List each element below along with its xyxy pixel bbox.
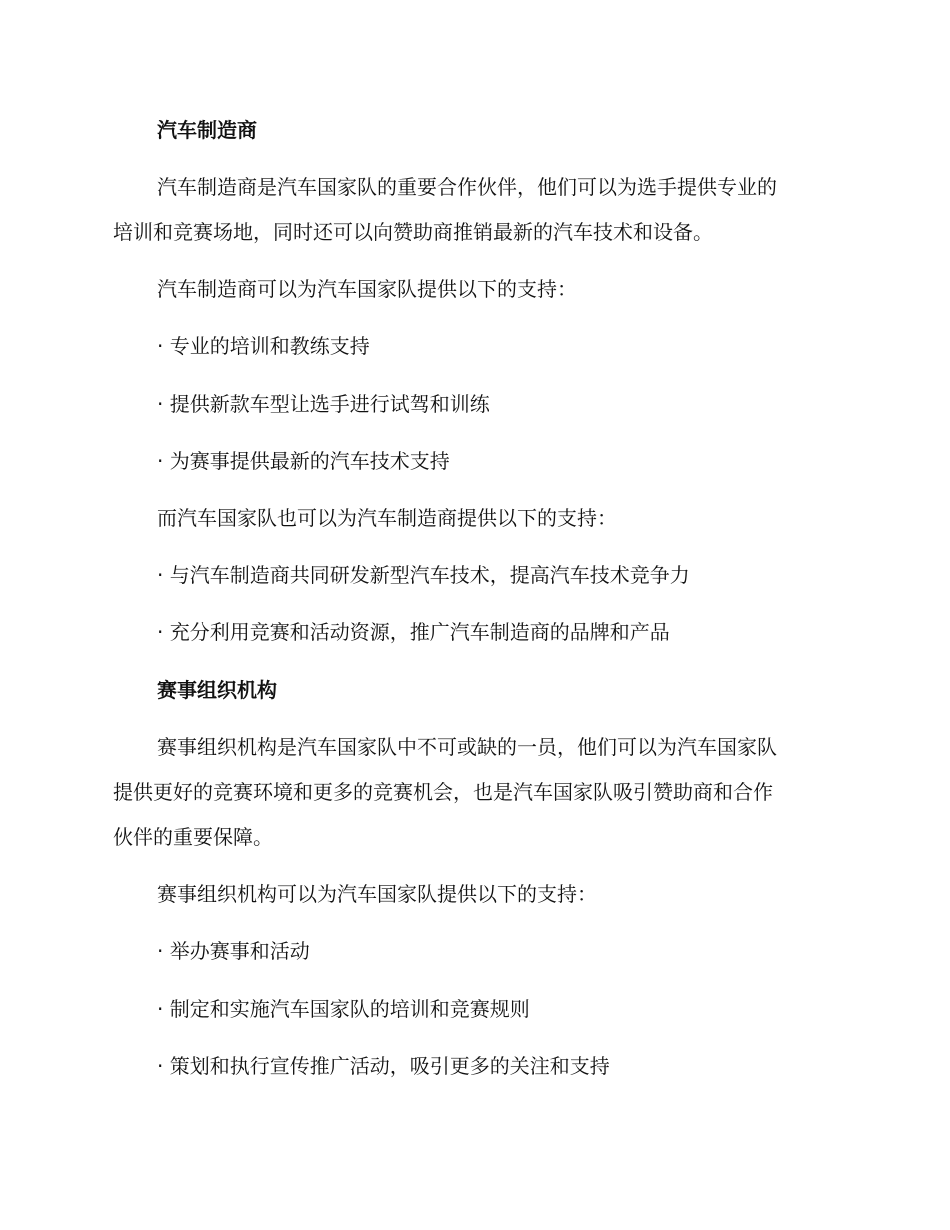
bullet-marker: · (157, 392, 164, 416)
list-item (157, 620, 670, 644)
list-item (157, 939, 310, 963)
bullet-marker: · (157, 1054, 164, 1078)
section-heading-event-organizer: 赛事组织机构 (157, 678, 277, 702)
list-item (157, 449, 450, 473)
list-item (157, 392, 490, 416)
list-item (157, 334, 370, 358)
list-item-text: 专业的培训和教练支持 (169, 334, 370, 358)
paragraph-line: 培训和竞赛场地，同时还可以向赞助商推销最新的汽车技术和设备。 (113, 220, 713, 244)
paragraph-line: 汽车制造商是汽车国家队的重要合作伙伴，他们可以为选手提供专业的 (157, 175, 777, 199)
bullet-marker: · (157, 620, 164, 644)
paragraph-line: 伙伴的重要保障。 (113, 825, 273, 849)
list-item-text: 与汽车制造商共同研发新型汽车技术，提高汽车技术竞争力 (169, 563, 690, 587)
list-item-text: 充分利用竞赛和活动资源，推广汽车制造商的品牌和产品 (169, 620, 670, 644)
list-item-text: 为赛事提供最新的汽车技术支持 (169, 449, 450, 473)
paragraph-line: 赛事组织机构是汽车国家队中不可或缺的一员，他们可以为汽车国家队 (157, 735, 777, 759)
list-item-text: 提供新款车型让选手进行试驾和训练 (169, 392, 490, 416)
section-heading-automaker: 汽车制造商 (157, 118, 257, 142)
list-item (157, 997, 530, 1021)
paragraph-line: 汽车制造商可以为汽车国家队提供以下的支持： (157, 277, 577, 301)
bullet-marker: · (157, 563, 164, 587)
bullet-marker: · (157, 334, 164, 358)
list-item (157, 1054, 610, 1078)
bullet-marker: · (157, 997, 164, 1021)
bullet-marker: · (157, 449, 164, 473)
bullet-marker: · (157, 939, 164, 963)
paragraph-line: 而汽车国家队也可以为汽车制造商提供以下的支持： (157, 506, 617, 530)
list-item-text: 策划和执行宣传推广活动，吸引更多的关注和支持 (169, 1054, 610, 1078)
list-item-text: 举办赛事和活动 (169, 939, 310, 963)
paragraph-line: 赛事组织机构可以为汽车国家队提供以下的支持： (157, 882, 597, 906)
paragraph-line: 提供更好的竞赛环境和更多的竞赛机会，也是汽车国家队吸引赞助商和合作 (113, 780, 773, 804)
list-item-text: 制定和实施汽车国家队的培训和竞赛规则 (169, 997, 530, 1021)
list-item (157, 563, 690, 587)
